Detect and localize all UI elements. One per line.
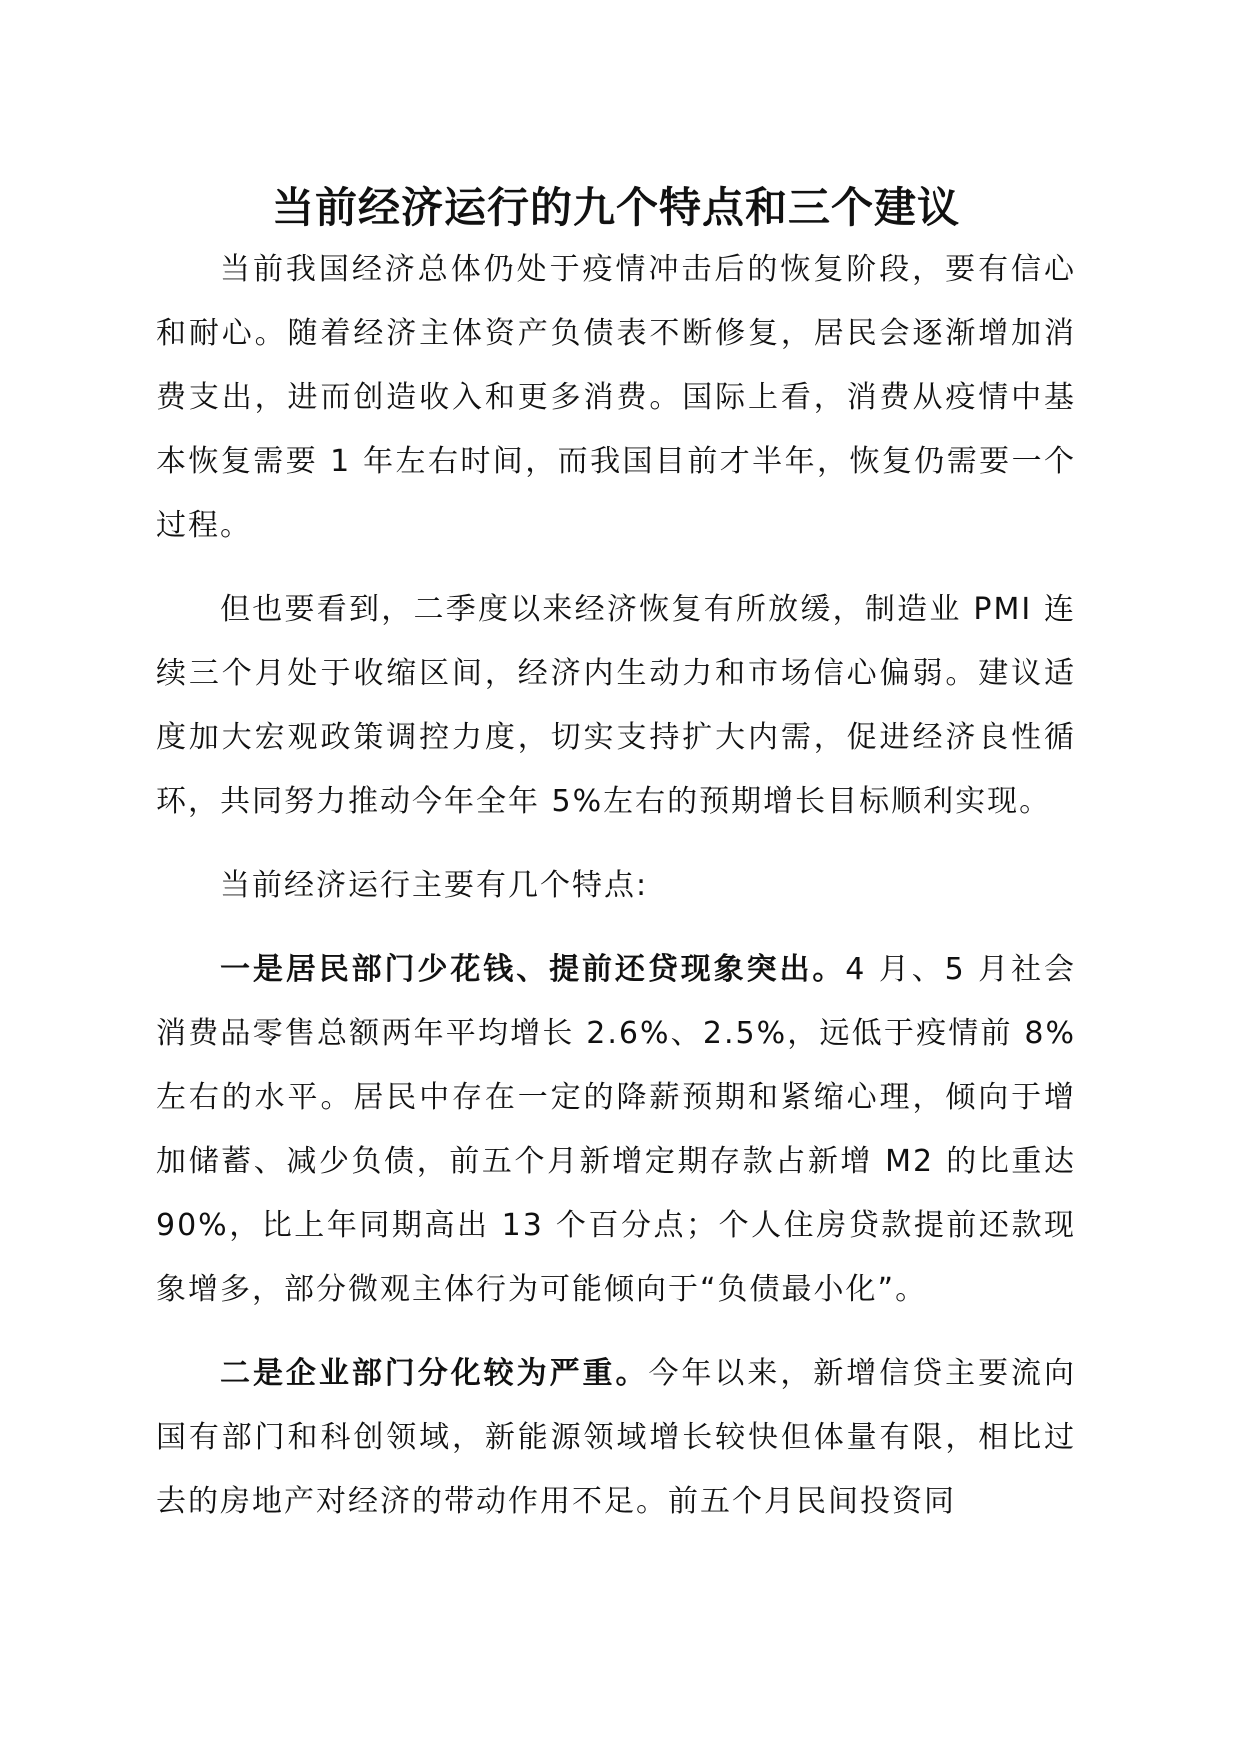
paragraph-feature-two bbox=[156, 1342, 1076, 1534]
paragraph-text: 但也要看到，二季度以来经济恢复有所放缓，制造业 PMI 连续三个月处于收缩区间，经济内生动力和市场信心偏弱。建议适度加大宏观政策调控力度，切实支持扩大内需，促进经济良性循环，共同努力推动今年全年 5%左右的预期增长目标顺利实现。 bbox=[156, 592, 1076, 819]
paragraph-features-intro bbox=[156, 854, 1076, 918]
paragraph-lead: 一是居民部门少花钱、提前还贷现象突出。 bbox=[220, 952, 846, 987]
paragraph-text: 当前我国经济总体仍处于疫情冲击后的恢复阶段，要有信心和耐心。随着经济主体资产负债表不断修复，居民会逐渐增加消费支出，进而创造收入和更多消费。国际上看，消费从疫情中基本恢复需要 1 年左右时间，而我国目前才半年，恢复仍需要一个过程。 bbox=[156, 252, 1076, 543]
paragraph-feature-one bbox=[156, 938, 1076, 1322]
paragraph-text: 4 月、5 月社会消费品零售总额两年平均增长 2.6%、2.5%，远低于疫情前 8%左右的水平。居民中存在一定的降薪预期和紧缩心理，倾向于增加储蓄、减少负债，前五个月新增定期存款占新增 M2 的比重达 90%，比上年同期高出 13 个百分点；个人住房贷款提前还款现象增多，部分微观主体行为可能倾向于“负债最小化”。 bbox=[156, 952, 1077, 1307]
document-body bbox=[156, 178, 1076, 1534]
paragraph-lead: 二是企业部门分化较为严重。 bbox=[220, 1356, 649, 1391]
paragraph-intro bbox=[156, 238, 1076, 558]
document-title: 当前经济运行的九个特点和三个建议 bbox=[271, 183, 960, 232]
paragraph-text: 今年以来，新增信贷主要流向国有部门和科创领域，新能源领域增长较快但体量有限，相比过去的房地产对经济的带动作用不足。前五个月民间投资同 bbox=[156, 1356, 1077, 1519]
paragraph-text: 当前经济运行主要有几个特点: bbox=[220, 868, 649, 903]
paragraph-slowdown bbox=[156, 578, 1076, 834]
